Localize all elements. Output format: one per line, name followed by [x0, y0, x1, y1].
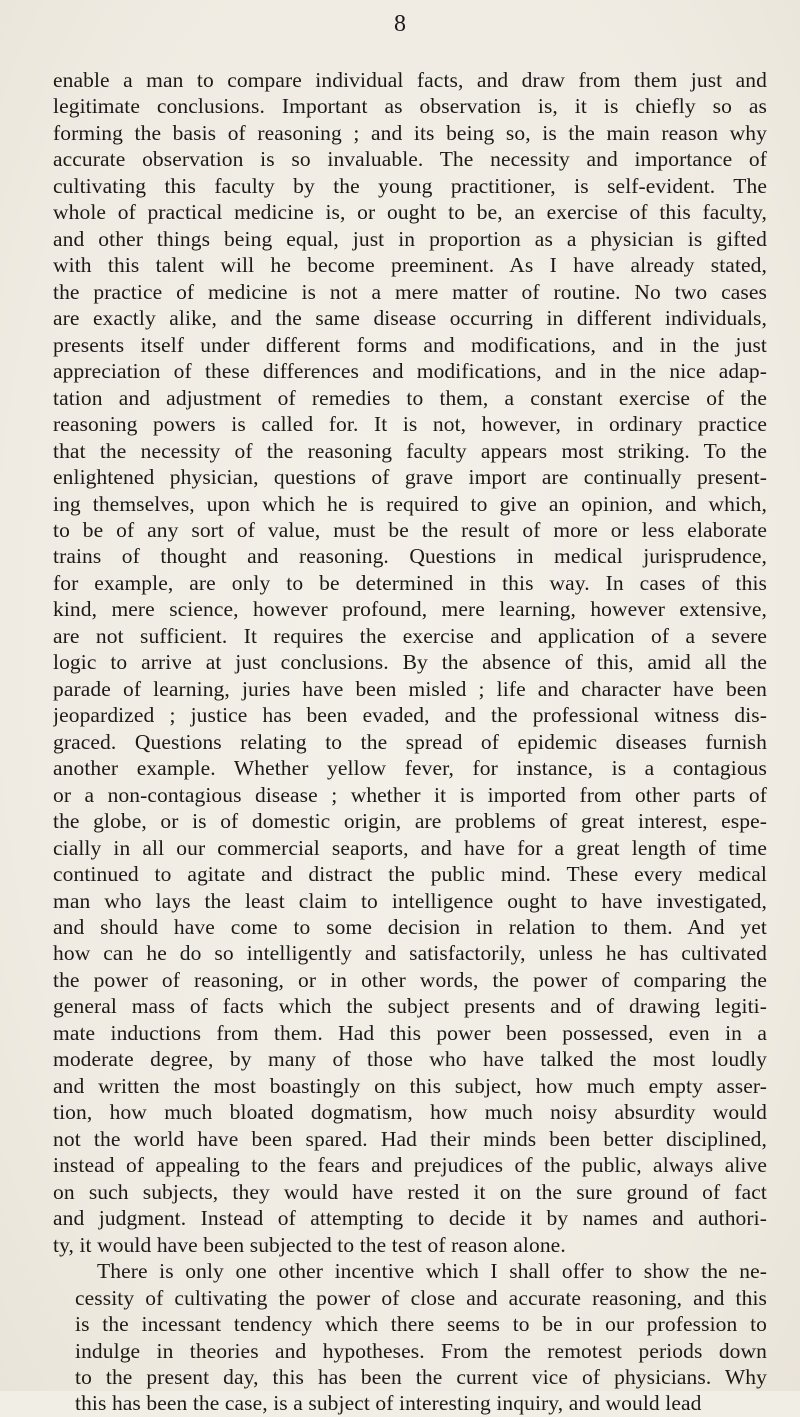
text-line: to be of any sort of value, must be the result of more or less elaborate — [53, 517, 767, 542]
text-line: or a non-contagious disease ; whether it is imported from other parts of — [53, 782, 767, 807]
paragraph — [53, 1258, 767, 1417]
text-line: and judgment. Instead of attempting to decide it by names and authori- — [53, 1206, 767, 1231]
text-line: and should have come to some decision in relation to them. And yet — [53, 915, 767, 939]
text-line: that the necessity of the reasoning faculty appears most striking. To the — [53, 438, 767, 463]
text-line: the practice of medicine is not a mere matter of routine. No two cases — [53, 279, 767, 304]
text-line: are not sufficient. It requires the exercise and application of a severe — [53, 623, 767, 648]
text-line: this has been the case, is a subject of interesting inquiry, and would lead — [75, 1391, 702, 1416]
text-line: general mass of facts which the subject presents and of drawing legiti- — [53, 994, 767, 1019]
text-line: ing themselves, upon which he is required to give an opinion, and which, — [53, 491, 767, 516]
paragraph — [53, 67, 767, 1258]
text-line: for example, are only to be determined in this way. In cases of this — [53, 570, 767, 595]
text-line: forming the basis of reasoning ; and its being so, is the main reason why — [53, 120, 767, 145]
text-line: enable a man to compare individual facts, and draw from them just and — [53, 68, 767, 92]
text-line: how can he do so intelligently and satisfactorily, unless he has cultivated — [53, 941, 767, 966]
text-line: trains of thought and reasoning. Questions in medical jurisprudence, — [53, 544, 767, 569]
text-line: reasoning powers is called for. It is not, however, in ordinary practice — [53, 412, 767, 437]
text-line: the power of reasoning, or in other words, the power of comparing the — [53, 967, 767, 992]
text-line: moderate degree, by many of those who have talked the most loudly — [53, 1047, 767, 1072]
text-line: mate inductions from them. Had this power been possessed, even in a — [53, 1020, 767, 1045]
text-line: kind, mere science, however profound, mere learning, however extensive, — [53, 597, 767, 622]
text-line: the globe, or is of domestic origin, are problems of great interest, espe- — [53, 809, 767, 834]
text-line: cessity of cultivating the power of close and accurate reasoning, and this — [75, 1285, 767, 1310]
text-line: indulge in theories and hypotheses. From the remotest periods down — [75, 1338, 767, 1363]
text-line: jeopardized ; justice has been evaded, and the professional witness dis- — [53, 703, 767, 728]
page-number: 8 — [394, 11, 406, 37]
text-line: man who lays the least claim to intelligence ought to have investigated, — [53, 888, 767, 913]
text-line: is the incessant tendency which there seems to be in our profession to — [75, 1312, 767, 1337]
text-line: ty, it would have been subjected to the test of reason alone. — [53, 1232, 566, 1257]
text-line: cially in all our commercial seaports, and have for a great length of time — [53, 835, 767, 860]
text-line: accurate observation is so invaluable. The necessity and importance of — [53, 147, 767, 172]
text-line: tation and adjustment of remedies to them, a constant exercise of the — [53, 385, 767, 410]
text-line: logic to arrive at just conclusions. By the absence of this, amid all the — [53, 650, 767, 675]
text-line: to the present day, this has been the current vice of physicians. Why — [75, 1364, 767, 1389]
body-text — [53, 67, 767, 1417]
text-line: tion, how much bloated dogmatism, how much noisy absurdity would — [53, 1100, 767, 1125]
text-line: and written the most boastingly on this subject, how much empty asser- — [53, 1073, 767, 1098]
text-line: with this talent will he become preeminent. As I have already stated, — [53, 253, 767, 278]
text-line: enlightened physician, questions of grave import are continually present- — [53, 465, 767, 490]
text-line: appreciation of these differences and modifications, and in the nice adap- — [53, 359, 767, 384]
text-line: There is only one other incentive which I shall offer to show the ne- — [97, 1259, 767, 1284]
text-line: continued to agitate and distract the public mind. These every medical — [53, 862, 767, 887]
text-line: parade of learning, juries have been misled ; life and character have been — [53, 676, 767, 701]
text-line: legitimate conclusions. Important as observation is, it is chiefly so as — [53, 94, 767, 119]
text-line: on such subjects, they would have rested it on the sure ground of fact — [53, 1179, 767, 1204]
text-line: instead of appealing to the fears and prejudices of the public, always alive — [53, 1153, 767, 1178]
text-line: graced. Questions relating to the spread of epidemic diseases furnish — [53, 729, 767, 754]
text-line: whole of practical medicine is, or ought to be, an exercise of this faculty, — [53, 200, 767, 225]
text-line: and other things being equal, just in proportion as a physician is gifted — [53, 226, 767, 251]
text-line: presents itself under different forms and modifications, and in the just — [53, 332, 767, 357]
text-line: are exactly alike, and the same disease occurring in different individuals, — [53, 306, 767, 331]
text-line: not the world have been spared. Had their minds been better disciplined, — [53, 1126, 767, 1151]
text-line: another example. Whether yellow fever, for instance, is a contagious — [53, 756, 767, 781]
text-line: cultivating this faculty by the young practitioner, is self-evident. The — [53, 173, 767, 198]
